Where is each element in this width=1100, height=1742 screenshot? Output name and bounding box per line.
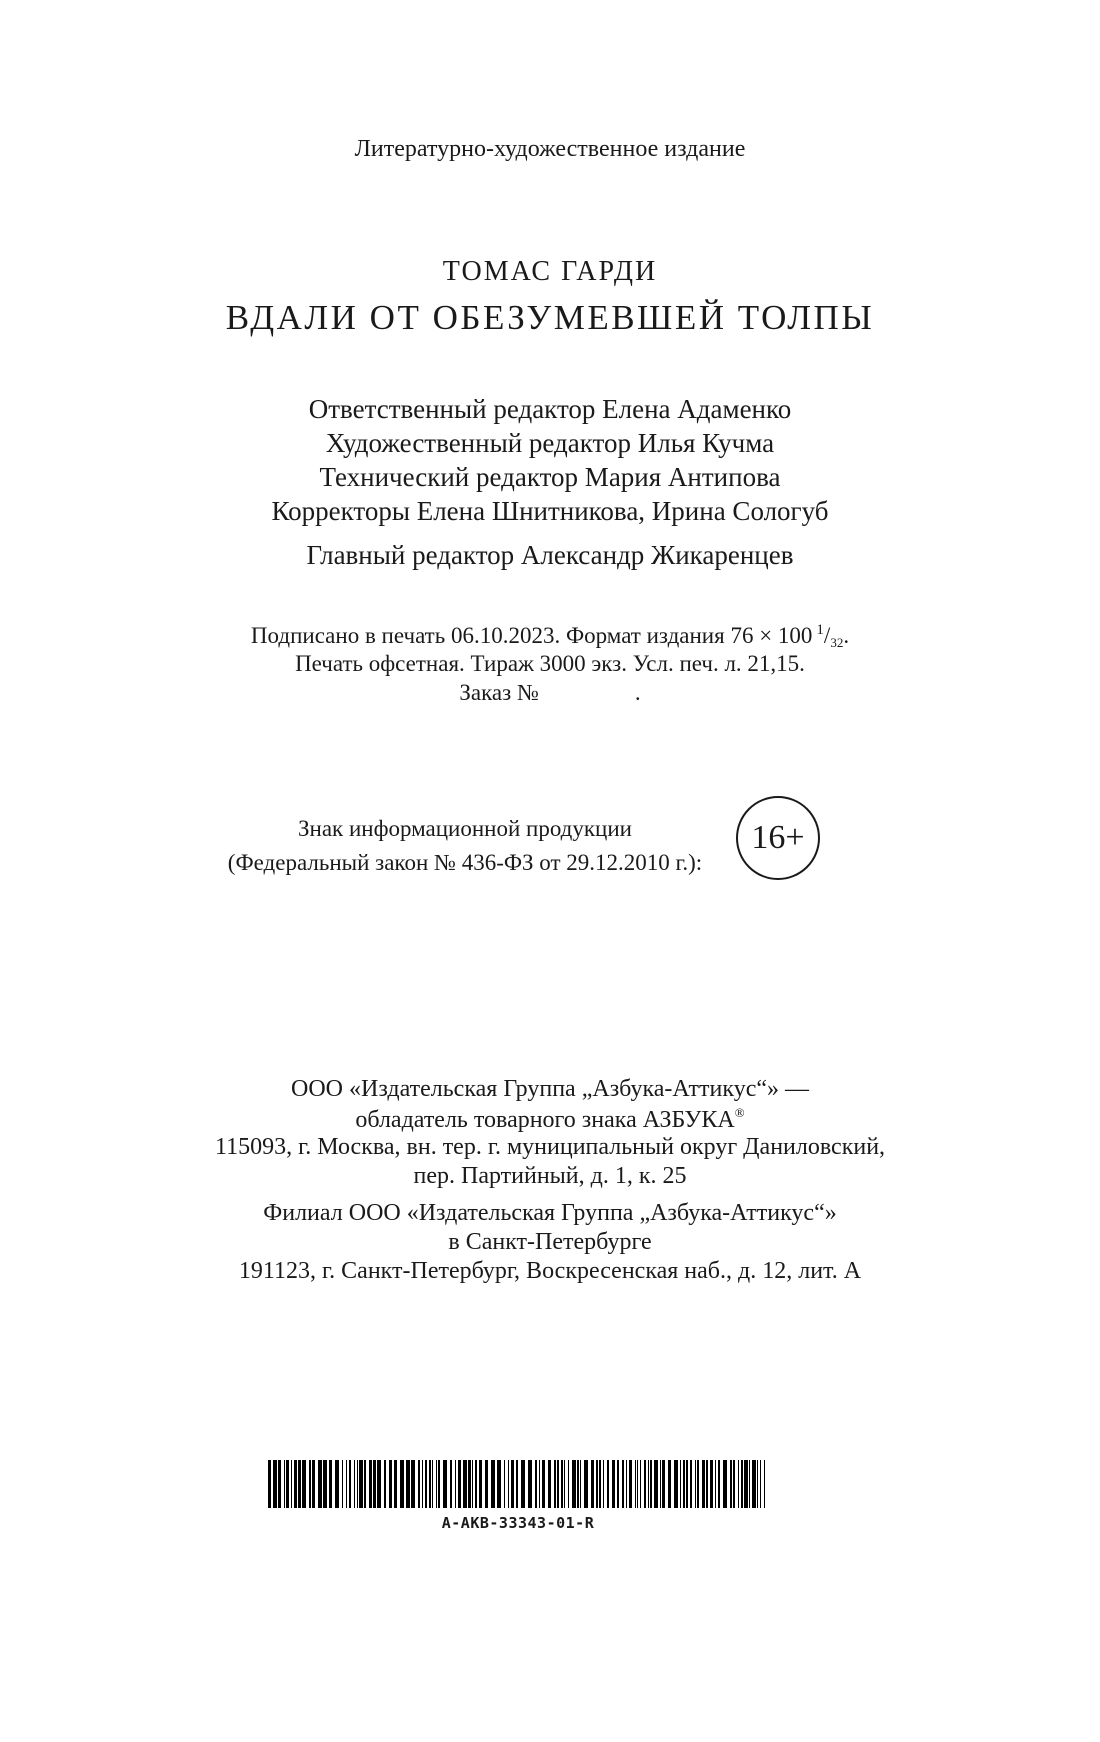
credit-line-proofreaders: Корректоры Елена Шнитникова, Ирина Сологуб: [271, 496, 829, 526]
barcode-bar: [612, 1460, 615, 1508]
publisher-line-2: [0, 1105, 1100, 1134]
barcode-bar: [443, 1460, 447, 1508]
barcode-bar: [599, 1460, 601, 1508]
barcode-bar: [572, 1460, 576, 1508]
barcode-bar: [715, 1460, 716, 1508]
print-signed-line: [0, 622, 1100, 651]
barcode-bar: [635, 1460, 636, 1508]
barcode-bar: [491, 1460, 495, 1508]
barcode-image: [268, 1460, 768, 1508]
publisher-line-1: ООО «Издательская Группа „Азбука-Аттикус“» —: [291, 1076, 809, 1102]
barcode-bar: [702, 1460, 705, 1508]
barcode-bar: [674, 1460, 678, 1508]
barcode-bar: [695, 1460, 696, 1508]
barcode-bar: [539, 1460, 540, 1508]
publisher-address-line-1: 115093, г. Москва, вн. тер. г. муниципальный округ Даниловский,: [214, 1134, 886, 1160]
barcode-bar: [542, 1460, 545, 1508]
barcode-bar: [683, 1460, 685, 1508]
format-fraction-slash: /: [823, 623, 831, 648]
barcode-bar: [723, 1460, 727, 1508]
barcode-bar: [291, 1460, 292, 1508]
branch-line-1: Филиал ООО «Издательская Группа „Азбука-Аттикус“»: [263, 1200, 837, 1226]
barcode-bar: [511, 1460, 514, 1508]
barcode-bar: [508, 1460, 509, 1508]
branch-address-line: 191123, г. Санкт-Петербург, Воскресенская наб., д. 12, лит. А: [238, 1258, 862, 1284]
order-label: Заказ №: [459, 680, 539, 705]
barcode-bar: [528, 1460, 532, 1508]
age-rating-line-2: (Федеральный закон № 436-ФЗ от 29.12.2010 г.):: [227, 850, 703, 875]
barcode-bar: [730, 1460, 732, 1508]
age-rating-text: [210, 812, 720, 880]
age-rating-badge: 16+: [736, 796, 820, 880]
barcode-bar: [557, 1460, 559, 1508]
publisher-address-line-2: пер. Партийный, д. 1, к. 25: [413, 1163, 687, 1189]
barcode-bar: [384, 1460, 386, 1508]
barcode-bar: [591, 1460, 594, 1508]
barcode-bar: [622, 1460, 624, 1508]
barcode-bar: [323, 1460, 327, 1508]
credit-line-art-editor: Художественный редактор Илья Кучма: [325, 428, 775, 458]
barcode-bar: [662, 1460, 665, 1508]
age-rating-line-1: Знак информационной продукции: [298, 816, 632, 841]
barcode-bar: [580, 1460, 581, 1508]
barcode-bar: [760, 1460, 761, 1508]
order-line: [0, 680, 1100, 706]
barcode-bar: [706, 1460, 708, 1508]
barcode-code: A-AKB-33343-01-R: [441, 1514, 595, 1532]
barcode-bar: [418, 1460, 420, 1508]
barcode-bar: [406, 1460, 410, 1508]
barcode-bar: [596, 1460, 598, 1508]
barcode-bar: [354, 1460, 355, 1508]
barcode-bar: [626, 1460, 627, 1508]
barcode-bar: [298, 1460, 301, 1508]
branch-line-2: в Санкт-Петербурге: [448, 1229, 652, 1255]
credit-line-technical-editor: Технический редактор Мария Антипова: [319, 462, 781, 492]
barcode-bar: [479, 1460, 482, 1508]
barcode-bar: [369, 1460, 372, 1508]
barcode-bar: [710, 1460, 713, 1508]
registered-trademark-icon: ®: [734, 1105, 745, 1120]
barcode-bar: [648, 1460, 649, 1508]
barcode-bar: [389, 1460, 392, 1508]
book-title: ВДАЛИ ОТ ОБЕЗУМЕВШЕЙ ТОЛПЫ: [225, 298, 875, 337]
barcode-bar: [764, 1460, 765, 1508]
barcode-bar: [359, 1460, 363, 1508]
barcode-bar: [349, 1460, 351, 1508]
barcode-bar: [603, 1460, 604, 1508]
barcode-bar: [757, 1460, 758, 1508]
barcode-bar: [644, 1460, 646, 1508]
barcode-bar: [342, 1460, 343, 1508]
barcode-bar: [364, 1460, 366, 1508]
barcode-bar: [425, 1460, 427, 1508]
barcode-bar: [329, 1460, 332, 1508]
barcode-bar: [273, 1460, 277, 1508]
barcode-bar: [686, 1460, 688, 1508]
barcode-bar: [268, 1460, 271, 1508]
barcode-bar: [521, 1460, 525, 1508]
author-name: ТОМАС ГАРДИ: [442, 256, 658, 287]
publisher-trademark-text: обладатель товарного знака АЗБУКА: [355, 1107, 735, 1133]
barcode-bar: [286, 1460, 289, 1508]
barcode-bar: [752, 1460, 756, 1508]
format-fraction-denominator: 32: [830, 635, 844, 650]
barcode-bar: [422, 1460, 423, 1508]
barcode-bar: [318, 1460, 322, 1508]
barcode-bar: [744, 1460, 748, 1508]
print-details-line: Печать офсетная. Тираж 3000 экз. Усл. печ. л. 21,15.: [295, 651, 805, 676]
barcode-bar: [485, 1460, 488, 1508]
barcode-bar: [733, 1460, 735, 1508]
barcode-bar: [548, 1460, 551, 1508]
barcode-bar: [278, 1460, 281, 1508]
print-signed-text: Подписано в печать 06.10.2023. Формат издания 76 × 100: [250, 623, 813, 648]
barcode-bar: [584, 1460, 588, 1508]
barcode-bar: [568, 1460, 569, 1508]
barcode-bar: [617, 1460, 619, 1508]
barcode-bar: [377, 1460, 381, 1508]
barcode-bar: [629, 1460, 632, 1508]
credit-line-responsible-editor: Ответственный редактор Елена Адаменко: [308, 394, 792, 424]
barcode-bar: [680, 1460, 681, 1508]
barcode-bar: [561, 1460, 563, 1508]
barcode-bar: [472, 1460, 473, 1508]
barcode-bar: [690, 1460, 692, 1508]
barcode-bar: [497, 1460, 501, 1508]
credit-line-chief-editor: Главный редактор Александр Жикаренцев: [306, 540, 794, 570]
barcode-bar: [411, 1460, 415, 1508]
barcode-bar: [284, 1460, 285, 1508]
barcode-bar: [394, 1460, 397, 1508]
barcode-bar: [373, 1460, 376, 1508]
barcode-bar: [436, 1460, 437, 1508]
barcode-bar: [564, 1460, 565, 1508]
barcode-bar: [438, 1460, 440, 1508]
barcode-bar: [640, 1460, 641, 1508]
barcode-bar: [577, 1460, 579, 1508]
barcode-bar: [400, 1460, 404, 1508]
barcode-bar: [607, 1460, 609, 1508]
barcode-bar: [660, 1460, 661, 1508]
barcode-bar: [697, 1460, 699, 1508]
barcode-bar: [468, 1460, 471, 1508]
barcode-bar: [463, 1460, 467, 1508]
barcode-bar: [738, 1460, 739, 1508]
barcode-bar: [458, 1460, 461, 1508]
barcode-bar: [504, 1460, 505, 1508]
barcode-bar: [432, 1460, 433, 1508]
barcode-bar: [650, 1460, 652, 1508]
barcode-bar: [475, 1460, 477, 1508]
barcode-bar: [554, 1460, 556, 1508]
barcode-bar: [357, 1460, 358, 1508]
barcode-bar: [516, 1460, 518, 1508]
barcode-bar: [637, 1460, 638, 1508]
format-period: .: [843, 623, 850, 648]
barcode-bar: [429, 1460, 431, 1508]
barcode-bar: [335, 1460, 339, 1508]
barcode-bar: [535, 1460, 537, 1508]
genre-label: Литературно-художественное издание: [354, 136, 746, 162]
order-end: .: [634, 680, 641, 705]
barcode-bar: [450, 1460, 452, 1508]
barcode-bar: [455, 1460, 456, 1508]
barcode-bar: [294, 1460, 297, 1508]
barcode-bar: [654, 1460, 658, 1508]
barcode-bar: [302, 1460, 306, 1508]
barcode-bar: [741, 1460, 743, 1508]
barcode-bar: [309, 1460, 311, 1508]
format-fraction-numerator: 1: [816, 622, 824, 638]
barcode-bar: [346, 1460, 347, 1508]
barcode-bar: [718, 1460, 720, 1508]
barcode-bar: [312, 1460, 315, 1508]
barcode-bar: [749, 1460, 750, 1508]
barcode-bar: [668, 1460, 671, 1508]
